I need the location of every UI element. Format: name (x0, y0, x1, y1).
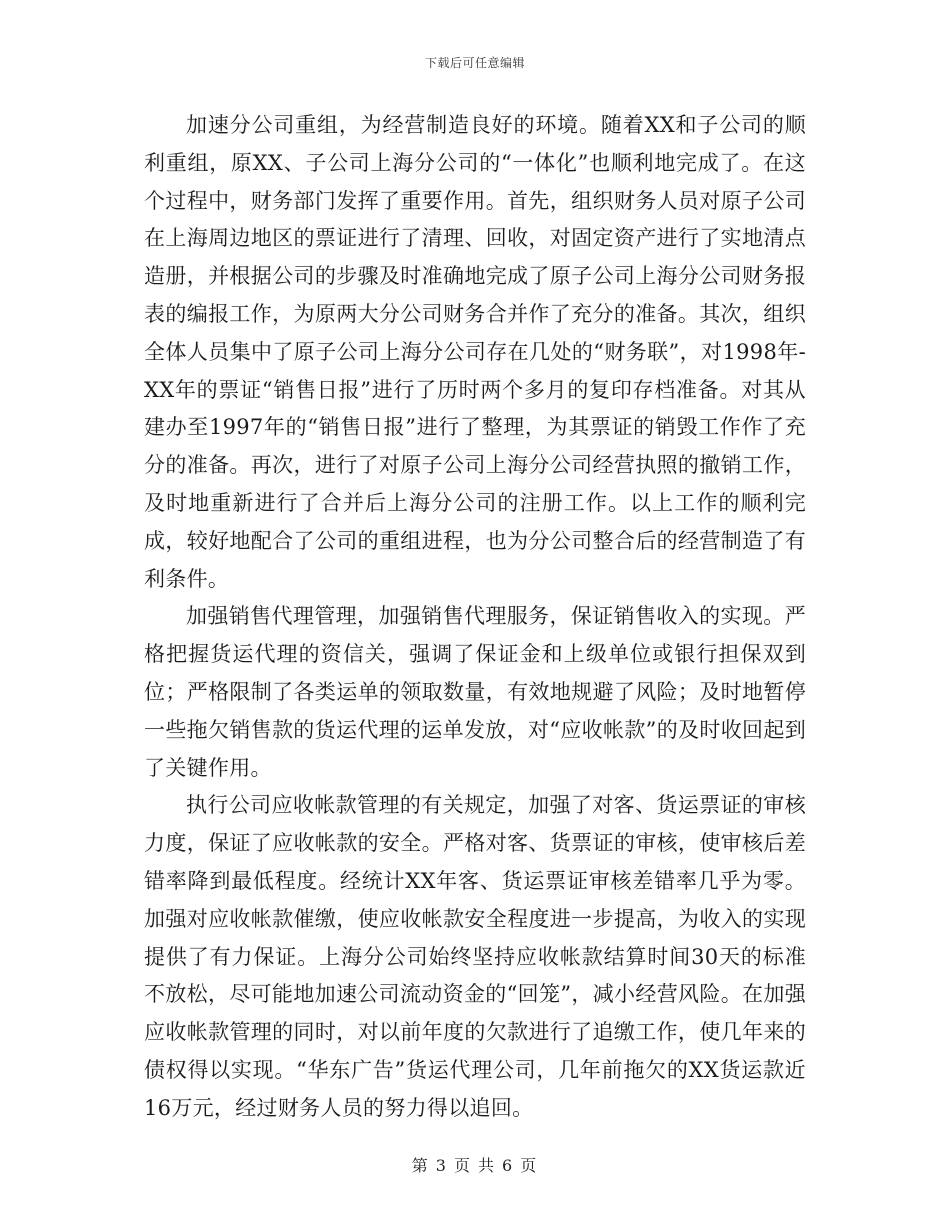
footer-suffix: 页 (520, 1156, 539, 1175)
page-number-footer (0, 1153, 950, 1176)
page-header: 下载后可任意编辑 (424, 56, 525, 70)
paragraph-restructuring: 加速分公司重组，为经营制造良好的环境。随着XX和子公司的顺利重组，原XX、子公司上海分公司的“一体化”也顺利地完成了。在这个过程中，财务部门发挥了重要作用。首先，组织财务人员对原子公司在上海周边地区的票证进行了清理、回收，对固定资产进行了实地清点造册，并根据公司的步骤及时准确地完成了原子公司上海分公司财务报表的编报工作，为原两大分公司财务合并作了充分的准备。其次，组织全体人员集中了原子公司上海分公司存在几处的“财务联”，对1998年-XX年的票证“销售日报”进行了历时两个多月的复印存档准备。对其从建办至1997年的“销售日报”进行了整理，为其票证的销毁工作作了充分的准备。再次，进行了对原子公司上海分公司经营执照的撤销工作，及时地重新进行了合并后上海分公司的注册工作。以上工作的顺利完成，较好地配合了公司的重组进程，也为分公司整合后的经营制造了有利条件。 (144, 113, 806, 591)
footer-page-word: 页 (453, 1156, 472, 1175)
paragraph-receivables: 执行公司应收帐款管理的有关规定，加强了对客、货运票证的审核力度，保证了应收帐款的安全。严格对客、货票证的审核，使审核后差错率降到最低程度。经统计XX年客、货运票证审核差错率几乎为零。加强对应收帐款催缴，使应收帐款安全程度进一步提高，为收入的实现提供了有力保证。上海分公司始终坚持应收帐款结算时间30天的标准不放松，尽可能地加速公司流动资金的“回笼”，减小经营风险。在加强应收帐款管理的同时，对以前年度的欠款进行了追缴工作，使几年来的债权得以实现。“华东广告”货运代理公司，几年前拖欠的XX货运款近16万元，经过财务人员的努力得以追回。 (144, 793, 806, 1120)
document-body (144, 107, 806, 1128)
footer-total-word: 共 (478, 1156, 497, 1175)
footer-prefix: 第 (411, 1156, 430, 1175)
paragraph-sales-agency: 加强销售代理管理，加强销售代理服务，保证销售收入的实现。严格把握货运代理的资信关，强调了保证金和上级单位或银行担保双到位；严格限制了各类运单的领取数量，有效地规避了风险；及时地暂停一些拖欠销售款的货运代理的运单发放，对“应收帐款”的及时收回起到了关键作用。 (144, 604, 806, 780)
total-page-count: 6 (502, 1156, 515, 1175)
current-page-number: 3 (435, 1156, 448, 1175)
